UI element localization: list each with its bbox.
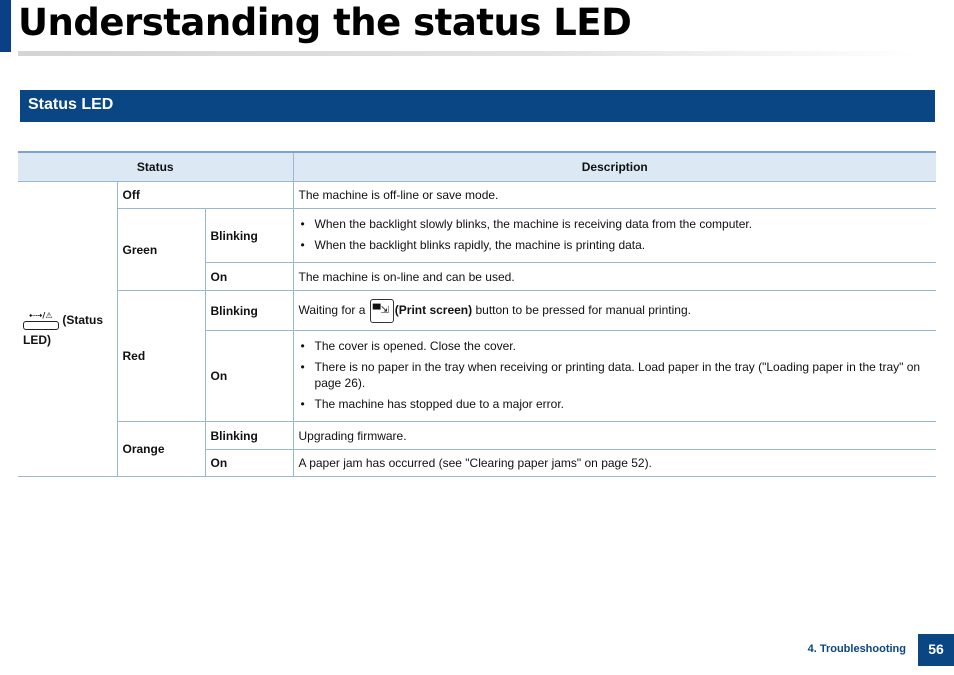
- state-orange-blinking: Blinking: [205, 422, 293, 450]
- status-led-label: (Status LED): [23, 313, 104, 347]
- status-led-icon: [23, 310, 59, 332]
- bullet-list: [299, 338, 932, 412]
- state-green-blinking: Blinking: [205, 209, 293, 263]
- page-number: 56: [918, 634, 954, 666]
- header-description: Description: [293, 152, 936, 182]
- list-item: • There is no paper in the tray when receiving or printing data. Load paper in the tray ("Loading paper in the tray" on page 26).: [299, 359, 932, 391]
- header-status: Status: [18, 152, 293, 182]
- status-led-cell: [18, 182, 117, 477]
- desc-text: button to be pressed for manual printing.: [475, 302, 691, 317]
- description-green-blinking: [293, 209, 936, 263]
- color-orange: Orange: [117, 422, 205, 477]
- bullet-list: [299, 216, 932, 253]
- table-row: [18, 422, 936, 450]
- table-header-row: [18, 152, 936, 182]
- section-title: Status LED: [28, 96, 114, 113]
- title-underline: [18, 51, 918, 56]
- page-title: Understanding the status LED: [18, 1, 632, 44]
- table-row: [18, 209, 936, 263]
- description-red-on: [293, 331, 936, 422]
- list-item: • The cover is opened. Close the cover.: [299, 338, 932, 354]
- state-red-on: On: [205, 331, 293, 422]
- print-screen-icon: ▀⇲: [372, 304, 389, 316]
- table-row: [18, 291, 936, 331]
- description-orange-blinking: Upgrading firmware.: [293, 422, 936, 450]
- description-green-on: The machine is on-line and can be used.: [293, 263, 936, 291]
- section-header: [20, 90, 935, 122]
- desc-text: Waiting for a: [298, 302, 366, 317]
- description-off: The machine is off-line or save mode.: [293, 182, 936, 209]
- print-screen-button-icon: [370, 299, 394, 323]
- list-item: • The machine has stopped due to a major error.: [299, 396, 932, 412]
- state-orange-on: On: [205, 450, 293, 477]
- footer-chapter: 4. Troubleshooting: [807, 643, 906, 655]
- print-screen-label: (Print screen): [394, 302, 473, 317]
- led-arrows-warning-icon: ⇠⇢/⚠: [29, 311, 53, 320]
- description-red-blinking: [293, 291, 936, 331]
- description-orange-on: A paper jam has occurred (see "Clearing paper jams" on page 52).: [293, 450, 936, 477]
- status-led-table: [18, 151, 936, 477]
- state-red-blinking: Blinking: [205, 291, 293, 331]
- color-red: Red: [117, 291, 205, 422]
- title-accent-bar: [0, 0, 11, 52]
- led-bar-icon: [23, 321, 59, 330]
- table-row: [18, 182, 936, 209]
- color-green: Green: [117, 209, 205, 291]
- state-green-on: On: [205, 263, 293, 291]
- list-item: • When the backlight blinks rapidly, the machine is printing data.: [299, 237, 932, 253]
- state-off: Off: [117, 182, 293, 209]
- list-item: • When the backlight slowly blinks, the machine is receiving data from the computer.: [299, 216, 932, 232]
